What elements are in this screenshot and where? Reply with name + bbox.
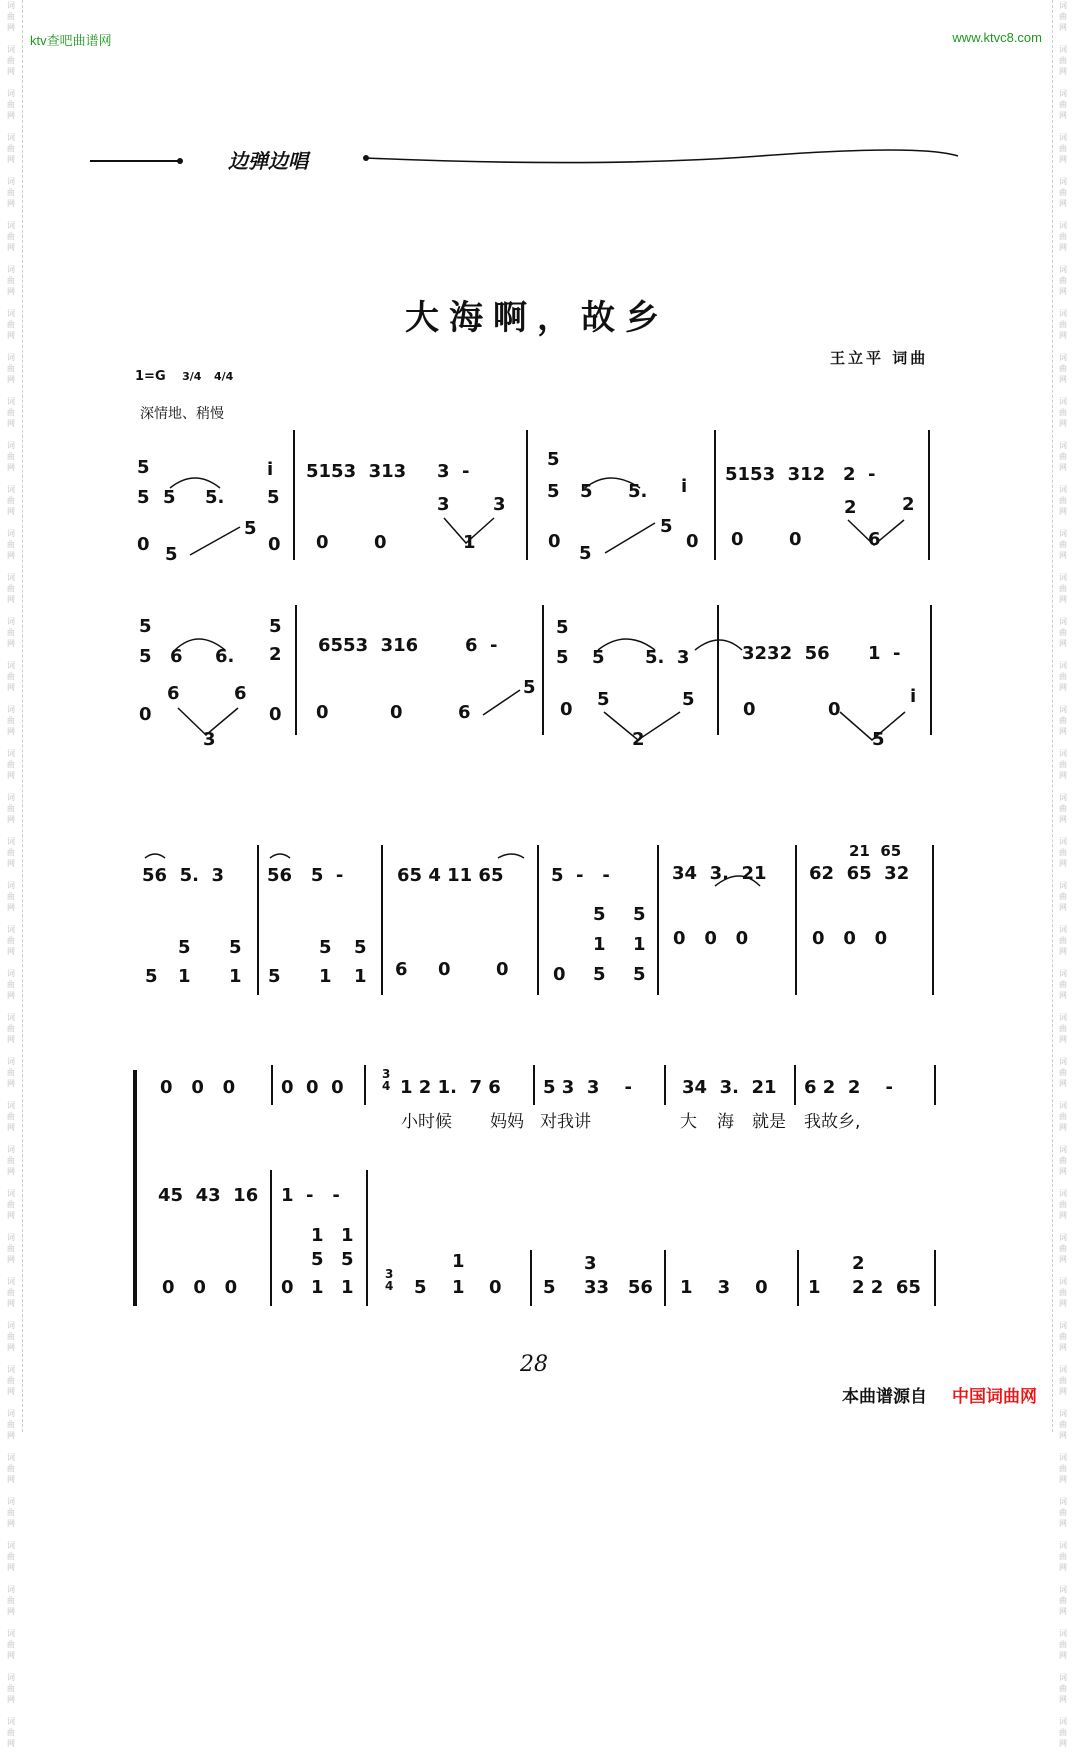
edge-watermark-char: 词 (1059, 661, 1067, 670)
edge-watermark-char: 词 (7, 89, 15, 98)
edge-watermark-char: 曲 (7, 496, 15, 505)
edge-watermark-char: 曲 (7, 100, 15, 109)
edge-watermark-char: 网 (1059, 331, 1067, 340)
edge-watermark-char: 词 (1059, 925, 1067, 934)
edge-watermark-char: 词 (1059, 1233, 1067, 1242)
edge-watermark-char: 网 (7, 331, 15, 340)
edge-watermark-char: 词 (1059, 1541, 1067, 1550)
edge-watermark-char: 曲 (7, 1684, 15, 1693)
edge-watermark-char: 网 (1059, 727, 1067, 736)
edge-watermark-char: 网 (7, 1431, 15, 1440)
edge-watermark-char: 曲 (1059, 804, 1067, 813)
edge-watermark-char: 网 (1059, 1563, 1067, 1572)
edge-watermark-char: 词 (1059, 177, 1067, 186)
edge-watermark-char: 词 (7, 221, 15, 230)
edge-watermark-char: 网 (7, 1607, 15, 1616)
edge-watermark-char: 曲 (1059, 936, 1067, 945)
edge-watermark-char: 词 (1059, 837, 1067, 846)
key-label: 1=G (135, 369, 166, 384)
edge-watermark-char: 曲 (7, 1508, 15, 1517)
lyric-4: 大 (680, 1112, 697, 1132)
edge-watermark-char: 曲 (1059, 848, 1067, 857)
edge-watermark-char: 曲 (1059, 1640, 1067, 1649)
edge-watermark-char: 网 (7, 1211, 15, 1220)
edge-watermark-char: 词 (1059, 1453, 1067, 1462)
edge-watermark-char: 网 (1059, 1607, 1067, 1616)
edge-watermark-char: 曲 (1059, 496, 1067, 505)
edge-watermark-char: 网 (7, 507, 15, 516)
edge-watermark-char: 网 (1059, 1431, 1067, 1440)
edge-watermark-char: 网 (7, 1299, 15, 1308)
edge-watermark-char: 曲 (1059, 1376, 1067, 1385)
site-logo-left[interactable]: ktv查吧曲谱网 (30, 33, 112, 48)
edge-watermark-char: 曲 (7, 628, 15, 637)
edge-watermark-char: 曲 (1059, 1156, 1067, 1165)
edge-watermark-char: 词 (1059, 529, 1067, 538)
edge-watermark-char: 曲 (1059, 12, 1067, 21)
edge-watermark-char: 词 (7, 749, 15, 758)
edge-watermark-char: 网 (7, 1079, 15, 1088)
edge-watermark-char: 网 (1059, 903, 1067, 912)
edge-watermark-char: 网 (1059, 111, 1067, 120)
edge-watermark-char: 曲 (1059, 1332, 1067, 1341)
edge-watermark-char: 词 (1059, 1673, 1067, 1682)
edge-watermark-char: 词 (7, 397, 15, 406)
edge-watermark-char: 曲 (1059, 1200, 1067, 1209)
edge-watermark-char: 词 (7, 1585, 15, 1594)
composer-credit: 王立平 词曲 (830, 349, 929, 367)
edge-watermark-char: 网 (7, 551, 15, 560)
edge-watermark-char: 曲 (1059, 144, 1067, 153)
edge-watermark-char: 曲 (1059, 1464, 1067, 1473)
edge-watermark-char: 网 (1059, 859, 1067, 868)
edge-watermark-char: 词 (1059, 793, 1067, 802)
edge-watermark-char: 曲 (7, 1640, 15, 1649)
edge-watermark-char: 词 (7, 1629, 15, 1638)
edge-watermark-char: 网 (7, 375, 15, 384)
edge-watermark-gap (1056, 1705, 1070, 1716)
edge-watermark-char: 曲 (1059, 320, 1067, 329)
edge-watermark-char: 词 (1059, 221, 1067, 230)
edge-watermark-gap (1056, 1441, 1070, 1452)
edge-watermark-char: 网 (1059, 287, 1067, 296)
edge-watermark-char: 词 (7, 1145, 15, 1154)
edge-watermark-char: 曲 (7, 56, 15, 65)
edge-watermark-char: 词 (7, 925, 15, 934)
edge-watermark-char: 网 (7, 1519, 15, 1528)
edge-watermark-char: 曲 (1059, 716, 1067, 725)
edge-watermark-char: 词 (7, 1497, 15, 1506)
edge-watermark-char: 网 (7, 815, 15, 824)
edge-watermark-char: 词 (1059, 309, 1067, 318)
edge-watermark-char: 网 (7, 1255, 15, 1264)
edge-watermark-char: 网 (1059, 639, 1067, 648)
edge-watermark-char: 曲 (7, 1464, 15, 1473)
edge-watermark-char: 网 (1059, 67, 1067, 76)
edge-watermark-char: 曲 (1059, 628, 1067, 637)
edge-watermark-char: 曲 (7, 584, 15, 593)
edge-watermark-gap (1056, 1529, 1070, 1540)
edge-watermark-char: 曲 (7, 716, 15, 725)
edge-watermark-char: 词 (1059, 441, 1067, 450)
edge-watermark-char: 词 (7, 1233, 15, 1242)
edge-watermark-char: 曲 (7, 276, 15, 285)
edge-watermark-char: 词 (1059, 881, 1067, 890)
edge-watermark-gap (4, 1749, 18, 1760)
edge-watermark-char: 曲 (1059, 1024, 1067, 1033)
edge-watermark-char: 网 (7, 859, 15, 868)
edge-watermark-char: 网 (7, 991, 15, 1000)
edge-watermark-char: 词 (7, 1277, 15, 1286)
edge-watermark-char: 网 (7, 903, 15, 912)
edge-watermark-char: 网 (7, 1387, 15, 1396)
edge-watermark-char: 曲 (1059, 1596, 1067, 1605)
lyric-3: 对我讲 (540, 1112, 591, 1132)
edge-watermark-char: 词 (7, 441, 15, 450)
edge-watermark-char: 网 (1059, 1695, 1067, 1704)
edge-watermark-char: 曲 (1059, 1420, 1067, 1429)
edge-watermark-char: 词 (1059, 1365, 1067, 1374)
edge-watermark-char: 曲 (7, 760, 15, 769)
edge-watermark-gap (1056, 1749, 1070, 1760)
page-number: 28 (520, 1352, 548, 1377)
edge-watermark-char: 词 (1059, 1013, 1067, 1022)
edge-watermark-gap (1056, 1573, 1070, 1584)
edge-watermark-char: 曲 (1059, 1552, 1067, 1561)
edge-watermark-char: 词 (1059, 1101, 1067, 1110)
edge-watermark-char: 网 (1059, 155, 1067, 164)
edge-watermark-char: 网 (1059, 1343, 1067, 1352)
edge-watermark-char: 词 (1059, 1057, 1067, 1066)
edge-watermark-char: 曲 (7, 1332, 15, 1341)
edge-watermark-char: 曲 (1059, 1684, 1067, 1693)
edge-watermark-char: 网 (7, 23, 15, 32)
edge-watermark-char: 网 (7, 727, 15, 736)
edge-watermark-char: 网 (7, 683, 15, 692)
edge-watermark-char: 曲 (7, 1288, 15, 1297)
edge-watermark-char: 词 (7, 969, 15, 978)
source-label: 本曲谱源自 (842, 1387, 927, 1407)
edge-watermark-char: 词 (1059, 1585, 1067, 1594)
edge-watermark-char: 词 (7, 353, 15, 362)
edge-watermark-char: 曲 (1059, 760, 1067, 769)
edge-watermark-char: 网 (1059, 815, 1067, 824)
edge-watermark-char: 网 (7, 155, 15, 164)
edge-watermark-char: 词 (7, 661, 15, 670)
edge-watermark-char: 曲 (1059, 408, 1067, 417)
edge-watermark-char: 网 (1059, 771, 1067, 780)
edge-watermark-char: 网 (7, 463, 15, 472)
edge-watermark-char: 曲 (7, 364, 15, 373)
edge-watermark-char: 曲 (7, 1552, 15, 1561)
lyric-1: 小时候 (401, 1112, 452, 1132)
edge-watermark-char: 曲 (1059, 540, 1067, 549)
edge-watermark-char: 曲 (7, 188, 15, 197)
edge-watermark-char: 词 (7, 881, 15, 890)
time-sig-4-4: 4/4 (214, 369, 234, 383)
edge-watermark-char: 词 (7, 617, 15, 626)
edge-watermark-gap (1056, 1661, 1070, 1672)
edge-watermark-char: 曲 (1059, 232, 1067, 241)
edge-watermark-char: 词 (1059, 1497, 1067, 1506)
edge-watermark-char: 曲 (7, 1244, 15, 1253)
edge-watermark-char: 曲 (7, 232, 15, 241)
edge-watermark-char: 词 (7, 1101, 15, 1110)
edge-watermark-char: 词 (1059, 1629, 1067, 1638)
section-title: 边弹边唱 (228, 149, 308, 173)
edge-watermark-char: 网 (1059, 683, 1067, 692)
edge-watermark-char: 曲 (1059, 1288, 1067, 1297)
edge-watermark-char: 词 (7, 1717, 15, 1726)
lyric-5: 海 (717, 1112, 734, 1132)
edge-watermark-char: 词 (1059, 397, 1067, 406)
source-site-link[interactable]: 中国词曲网 (952, 1387, 1037, 1407)
edge-watermark-char: 网 (1059, 23, 1067, 32)
edge-watermark-char: 网 (7, 947, 15, 956)
edge-watermark-char: 词 (7, 705, 15, 714)
edge-watermark-char: 曲 (7, 1376, 15, 1385)
edge-watermark-char: 词 (7, 1453, 15, 1462)
edge-watermark-char: 曲 (7, 848, 15, 857)
edge-watermark-char: 网 (1059, 375, 1067, 384)
edge-watermark-char: 网 (1059, 1387, 1067, 1396)
edge-watermark-char: 曲 (1059, 1728, 1067, 1737)
edge-watermark-char: 词 (1059, 485, 1067, 494)
edge-watermark-char: 词 (1059, 573, 1067, 582)
edge-watermark-char: 词 (7, 1409, 15, 1418)
edge-watermark-char: 网 (7, 1651, 15, 1660)
edge-watermark-char: 曲 (7, 1596, 15, 1605)
edge-watermark-char: 网 (7, 287, 15, 296)
edge-watermark-char: 网 (1059, 1519, 1067, 1528)
edge-watermark-char: 曲 (1059, 1068, 1067, 1077)
edge-watermark-char: 词 (7, 1057, 15, 1066)
edge-watermark-char: 网 (1059, 1255, 1067, 1264)
edge-watermark-char: 词 (1059, 1409, 1067, 1418)
edge-watermark-char: 曲 (7, 144, 15, 153)
edge-watermark-gap (4, 1529, 18, 1540)
edge-watermark-gap (1056, 1485, 1070, 1496)
edge-watermark-char: 网 (7, 1343, 15, 1352)
edge-watermark-char: 词 (7, 485, 15, 494)
edge-watermark-char: 曲 (1059, 1508, 1067, 1517)
edge-watermark-char: 网 (7, 1695, 15, 1704)
edge-watermark-char: 词 (7, 133, 15, 142)
edge-watermark-char: 网 (1059, 463, 1067, 472)
edge-watermark-char: 网 (1059, 1475, 1067, 1484)
edge-watermark-char: 网 (1059, 1079, 1067, 1088)
tempo-marking: 深情地、稍慢 (140, 406, 224, 422)
edge-watermark-char: 曲 (1059, 892, 1067, 901)
edge-watermark-char: 曲 (1059, 276, 1067, 285)
site-url-right[interactable]: www.ktvc8.com (952, 30, 1042, 45)
edge-watermark-char: 网 (1059, 199, 1067, 208)
edge-watermark-char: 网 (7, 419, 15, 428)
edge-watermark-char: 网 (7, 1563, 15, 1572)
edge-watermark-char: 网 (1059, 419, 1067, 428)
edge-watermark-gap (1056, 1617, 1070, 1628)
edge-watermark-char: 曲 (1059, 188, 1067, 197)
edge-watermark-char: 网 (1059, 595, 1067, 604)
edge-watermark-char: 词 (1059, 1277, 1067, 1286)
edge-watermark-char: 曲 (1059, 980, 1067, 989)
edge-watermark-char: 词 (1059, 1321, 1067, 1330)
edge-watermark-char: 网 (1059, 947, 1067, 956)
edge-watermark-char: 网 (1059, 1123, 1067, 1132)
edge-watermark-char: 网 (7, 1167, 15, 1176)
edge-watermark-char: 词 (1059, 89, 1067, 98)
edge-watermark-char: 词 (7, 1013, 15, 1022)
edge-watermark-char: 网 (1059, 1299, 1067, 1308)
edge-watermark-char: 词 (7, 45, 15, 54)
edge-watermark-char: 网 (7, 1739, 15, 1748)
edge-watermark-char: 曲 (1059, 672, 1067, 681)
edge-watermark-char: 网 (7, 67, 15, 76)
edge-watermark-char: 网 (7, 199, 15, 208)
edge-watermark-gap (4, 1441, 18, 1452)
edge-watermark-char: 网 (1059, 243, 1067, 252)
edge-watermark-char: 曲 (7, 1112, 15, 1121)
edge-watermark-char: 网 (1059, 991, 1067, 1000)
edge-watermark-char: 网 (1059, 551, 1067, 560)
edge-watermark-char: 词 (7, 1321, 15, 1330)
edge-watermark-char: 词 (7, 573, 15, 582)
edge-watermark-char: 曲 (7, 936, 15, 945)
time-sig-3-4: 3/4 (182, 369, 202, 383)
edge-watermark-char: 词 (1059, 969, 1067, 978)
edge-watermark-gap (4, 1661, 18, 1672)
edge-watermark-char: 曲 (1059, 1244, 1067, 1253)
edge-watermark-char: 词 (1059, 1, 1067, 10)
edge-watermark-char: 曲 (7, 1156, 15, 1165)
edge-watermark-char: 曲 (7, 804, 15, 813)
edge-watermark-char: 网 (1059, 1651, 1067, 1660)
edge-watermark-char: 网 (1059, 1167, 1067, 1176)
edge-watermark-char: 词 (7, 177, 15, 186)
edge-watermark-gap (4, 1485, 18, 1496)
edge-watermark-gap (4, 1573, 18, 1584)
edge-watermark-char: 词 (1059, 1145, 1067, 1154)
edge-watermark-char: 曲 (7, 12, 15, 21)
edge-watermark-gap (4, 1705, 18, 1716)
edge-watermark-char: 曲 (1059, 1112, 1067, 1121)
edge-watermark-char: 曲 (7, 892, 15, 901)
lyric-2: 妈妈 (490, 1112, 524, 1132)
edge-watermark-char: 曲 (1059, 452, 1067, 461)
edge-watermark-char: 曲 (7, 1200, 15, 1209)
edge-watermark-char: 词 (1059, 353, 1067, 362)
edge-watermark-char: 曲 (1059, 56, 1067, 65)
edge-watermark-char: 曲 (7, 408, 15, 417)
edge-watermark-char: 词 (7, 793, 15, 802)
edge-watermark-char: 网 (1059, 507, 1067, 516)
edge-watermark-char: 曲 (7, 1024, 15, 1033)
edge-watermark-char: 曲 (7, 1068, 15, 1077)
edge-watermark-gap (4, 1617, 18, 1628)
edge-watermark-char: 词 (1059, 705, 1067, 714)
edge-watermark-char: 曲 (7, 980, 15, 989)
edge-watermark-char: 词 (1059, 749, 1067, 758)
edge-watermark-char: 曲 (7, 320, 15, 329)
edge-watermark-char: 词 (1059, 265, 1067, 274)
edge-watermark-char: 网 (1059, 1035, 1067, 1044)
edge-watermark-char: 曲 (7, 672, 15, 681)
edge-watermark-char: 词 (7, 1, 15, 10)
edge-watermark-char: 网 (7, 639, 15, 648)
edge-watermark-char: 网 (7, 243, 15, 252)
edge-watermark-char: 词 (1059, 1189, 1067, 1198)
edge-watermark-char: 词 (1059, 617, 1067, 626)
edge-watermark-char: 词 (7, 837, 15, 846)
edge-watermark-char: 词 (7, 265, 15, 274)
edge-watermark-char: 词 (7, 309, 15, 318)
edge-watermark-char: 词 (7, 529, 15, 538)
edge-watermark-char: 网 (7, 111, 15, 120)
lyric-7: 我故乡, (804, 1112, 861, 1132)
edge-watermark-char: 网 (7, 1475, 15, 1484)
edge-watermark-char: 词 (1059, 1717, 1067, 1726)
edge-watermark-char: 词 (7, 1365, 15, 1374)
edge-watermark-char: 词 (7, 1673, 15, 1682)
edge-watermark-char: 曲 (7, 540, 15, 549)
edge-watermark-char: 词 (1059, 45, 1067, 54)
edge-watermark-char: 曲 (7, 1420, 15, 1429)
lyric-6: 就是 (752, 1112, 786, 1132)
edge-watermark-char: 网 (7, 771, 15, 780)
edge-watermark-char: 网 (7, 1123, 15, 1132)
song-title: 大海啊，故乡 (405, 298, 669, 338)
edge-watermark-char: 网 (1059, 1739, 1067, 1748)
edge-watermark-char: 曲 (1059, 584, 1067, 593)
edge-watermark-char: 词 (1059, 133, 1067, 142)
edge-watermark-char: 网 (1059, 1211, 1067, 1220)
edge-watermark-char: 网 (7, 595, 15, 604)
edge-watermark-char: 曲 (7, 1728, 15, 1737)
edge-watermark-char: 曲 (1059, 100, 1067, 109)
edge-watermark-char: 词 (7, 1541, 15, 1550)
edge-watermark-char: 网 (7, 1035, 15, 1044)
edge-watermark-char: 曲 (7, 452, 15, 461)
edge-watermark-char: 曲 (1059, 364, 1067, 373)
edge-watermark-char: 词 (7, 1189, 15, 1198)
